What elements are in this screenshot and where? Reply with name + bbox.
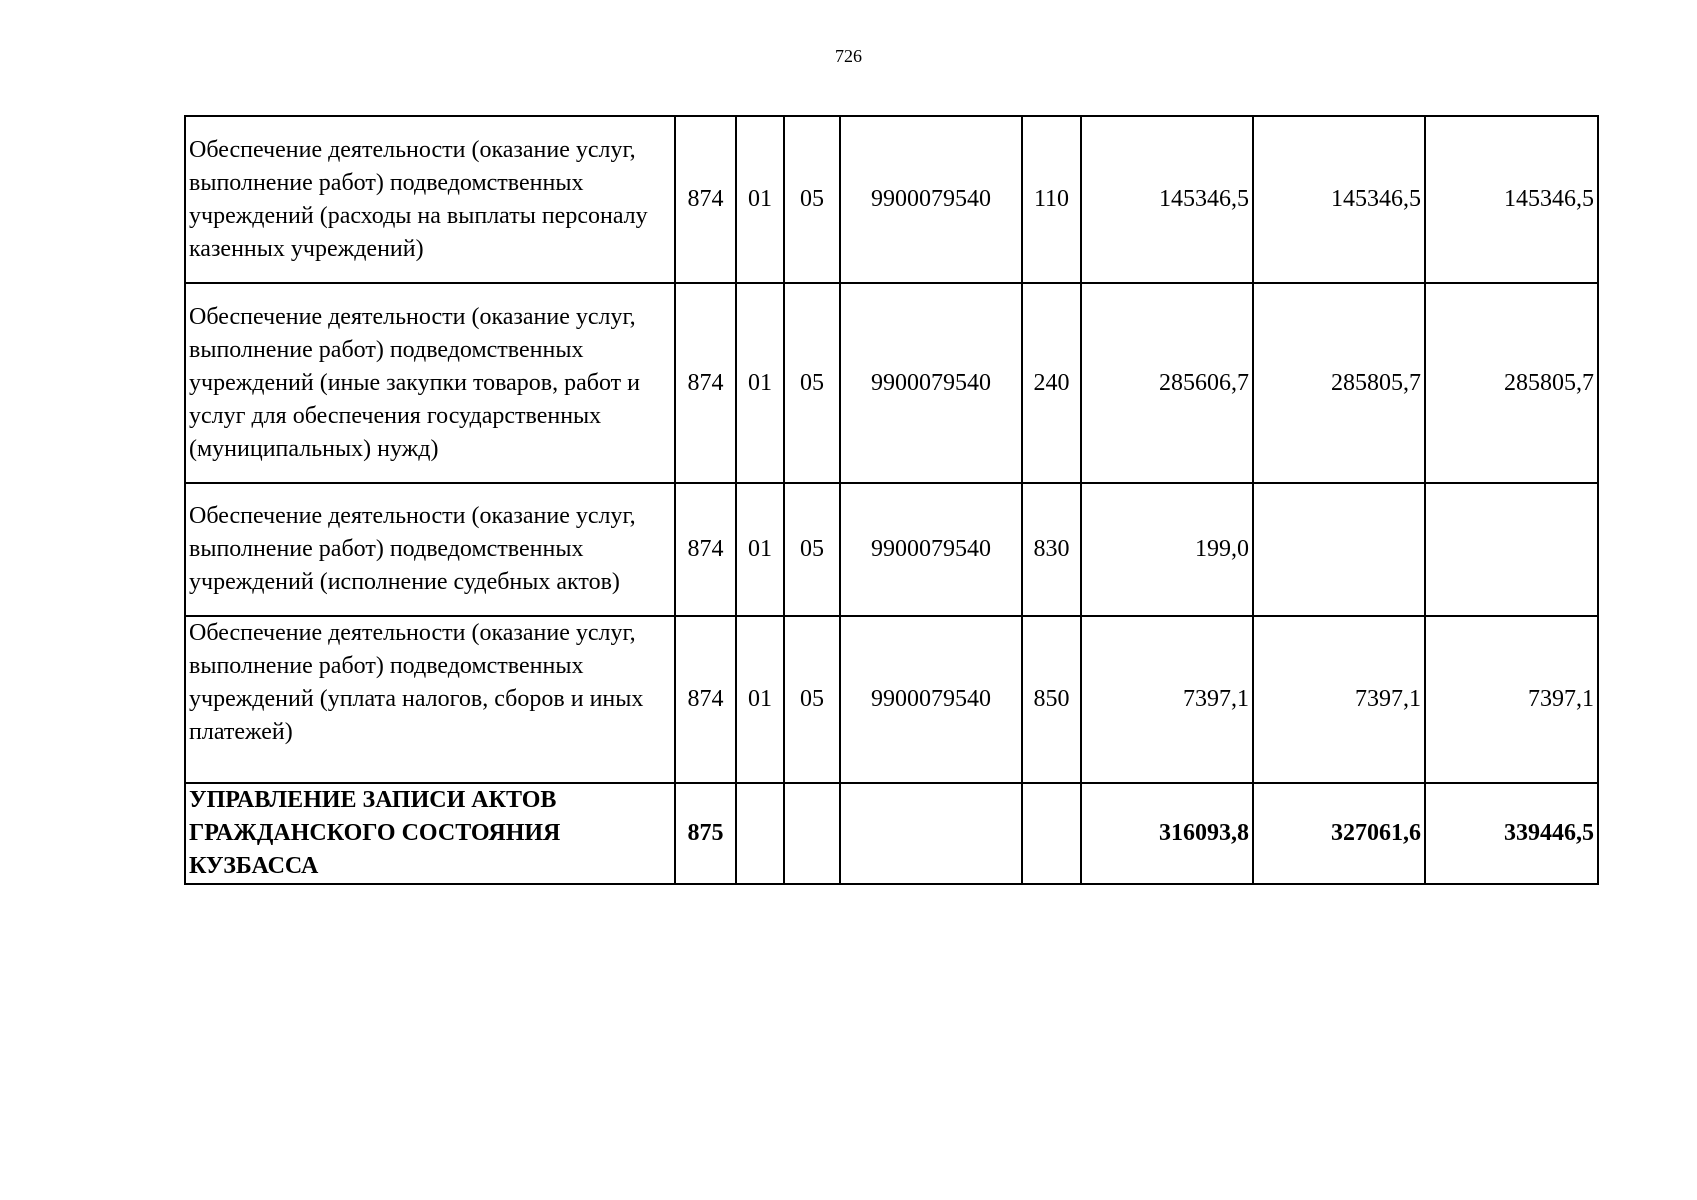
row-name-cell: Обеспечение деятельности (оказание услуг, выполнение работ) подведомственных учреждений (иные закупки товаров, работ и услуг для обеспечения государственных (муниципальных) нужд) xyxy=(185,283,675,483)
csr-cell: 9900079540 xyxy=(840,283,1022,483)
table-row xyxy=(185,483,1598,616)
sum-1-cell: 285606,7 xyxy=(1081,283,1253,483)
sum-2-cell: 145346,5 xyxy=(1253,116,1425,283)
rz-cell: 01 xyxy=(736,616,784,783)
ved-cell: 874 xyxy=(675,616,736,783)
page-number: 726 xyxy=(835,46,862,66)
rz-cell: 01 xyxy=(736,116,784,283)
pr-cell: 05 xyxy=(784,616,840,783)
rz-cell xyxy=(736,783,784,884)
vr-cell: 850 xyxy=(1022,616,1081,783)
ved-cell: 874 xyxy=(675,116,736,283)
sum-3-cell: 285805,7 xyxy=(1425,283,1598,483)
sum-3-cell: 145346,5 xyxy=(1425,116,1598,283)
sum-1-cell: 7397,1 xyxy=(1081,616,1253,783)
vr-cell xyxy=(1022,783,1081,884)
budget-table xyxy=(184,115,1599,885)
ved-cell: 875 xyxy=(675,783,736,884)
vr-cell: 240 xyxy=(1022,283,1081,483)
table-row xyxy=(185,283,1598,483)
pr-cell: 05 xyxy=(784,116,840,283)
pr-cell: 05 xyxy=(784,483,840,616)
rz-cell: 01 xyxy=(736,283,784,483)
sum-3-cell xyxy=(1425,483,1598,616)
table-row xyxy=(185,616,1598,783)
sum-2-cell: 285805,7 xyxy=(1253,283,1425,483)
row-name-cell: УПРАВЛЕНИЕ ЗАПИСИ АКТОВ ГРАЖДАНСКОГО СОСТОЯНИЯ КУЗБАССА xyxy=(185,783,675,884)
vr-cell: 830 xyxy=(1022,483,1081,616)
sum-2-cell: 327061,6 xyxy=(1253,783,1425,884)
ved-cell: 874 xyxy=(675,483,736,616)
vr-cell: 110 xyxy=(1022,116,1081,283)
pr-cell xyxy=(784,783,840,884)
csr-cell xyxy=(840,783,1022,884)
sum-1-cell: 316093,8 xyxy=(1081,783,1253,884)
sum-1-cell: 145346,5 xyxy=(1081,116,1253,283)
row-name-cell: Обеспечение деятельности (оказание услуг, выполнение работ) подведомственных учреждений (исполнение судебных актов) xyxy=(185,483,675,616)
table-row xyxy=(185,116,1598,283)
pr-cell: 05 xyxy=(784,283,840,483)
ved-cell: 874 xyxy=(675,283,736,483)
sum-3-cell: 339446,5 xyxy=(1425,783,1598,884)
sum-2-cell xyxy=(1253,483,1425,616)
row-name-cell: Обеспечение деятельности (оказание услуг, выполнение работ) подведомственных учреждений (расходы на выплаты персоналу казенных учреждений) xyxy=(185,116,675,283)
sum-1-cell: 199,0 xyxy=(1081,483,1253,616)
row-name-cell: Обеспечение деятельности (оказание услуг, выполнение работ) подведомственных учреждений (уплата налогов, сборов и иных платежей) xyxy=(185,616,675,783)
rz-cell: 01 xyxy=(736,483,784,616)
csr-cell: 9900079540 xyxy=(840,483,1022,616)
csr-cell: 9900079540 xyxy=(840,616,1022,783)
sum-3-cell: 7397,1 xyxy=(1425,616,1598,783)
csr-cell: 9900079540 xyxy=(840,116,1022,283)
sum-2-cell: 7397,1 xyxy=(1253,616,1425,783)
table-row-total xyxy=(185,783,1598,884)
